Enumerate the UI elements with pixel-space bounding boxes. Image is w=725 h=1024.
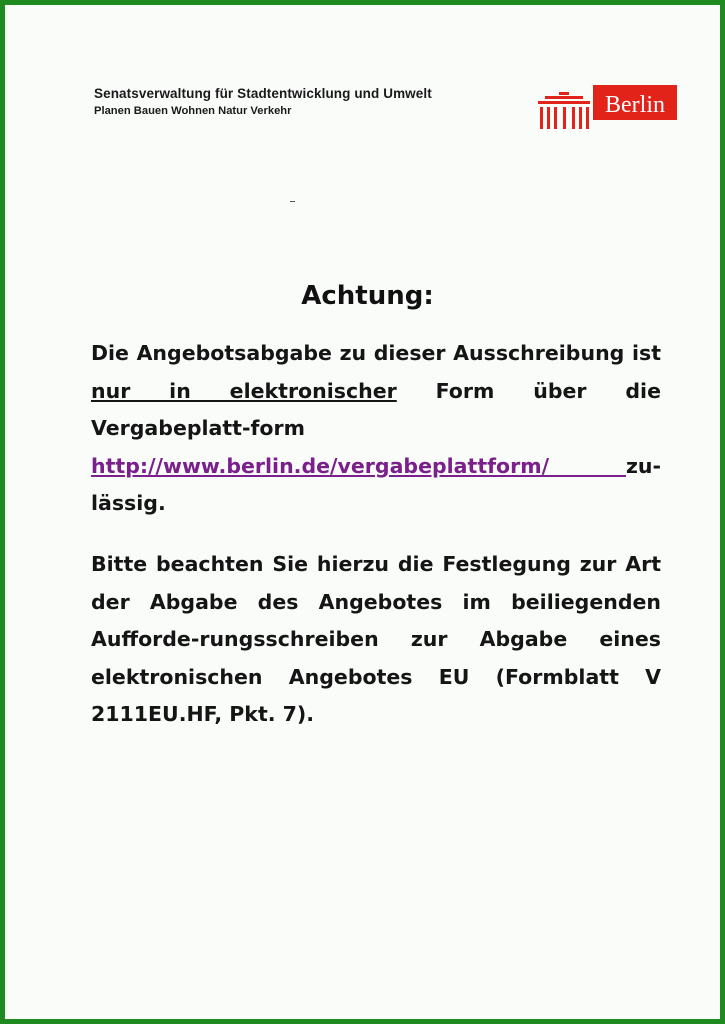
berlin-logo: [537, 85, 677, 131]
brandenburg-gate-icon: [538, 92, 590, 129]
paragraph-1-text-b: Form über die Vergabeplatt-form: [91, 378, 661, 440]
emphasis-electronic-only: nur in elektronischer: [91, 378, 397, 403]
logo-text: Berlin: [605, 92, 665, 118]
notice-heading: Achtung:: [301, 281, 434, 311]
notice-paragraph-1: [91, 335, 661, 523]
agency-name: Senatsverwaltung für Stadtentwicklung und Umwelt: [94, 86, 432, 101]
paragraph-1-text-a: Die Angebotsabgabe zu dieser Ausschreibung ist: [91, 341, 661, 365]
separator-mark: [290, 201, 295, 202]
paragraph-1-text-c: zu-lässig.: [91, 453, 661, 515]
agency-subtitle: Planen Bauen Wohnen Natur Verkehr: [94, 105, 292, 117]
notice-paragraph-2: Bitte beachten Sie hierzu die Festlegung zur Art der Abgabe des Angebotes im beiliegenden Aufforde-rungsschreiben zur Abgabe eines elektronischen Angebotes EU (Formblatt V 2111EU.HF, Pkt. 7).: [91, 552, 661, 726]
letterhead: [94, 86, 432, 117]
vergabeplattform-link[interactable]: http://www.berlin.de/vergabeplattform/: [91, 453, 626, 478]
